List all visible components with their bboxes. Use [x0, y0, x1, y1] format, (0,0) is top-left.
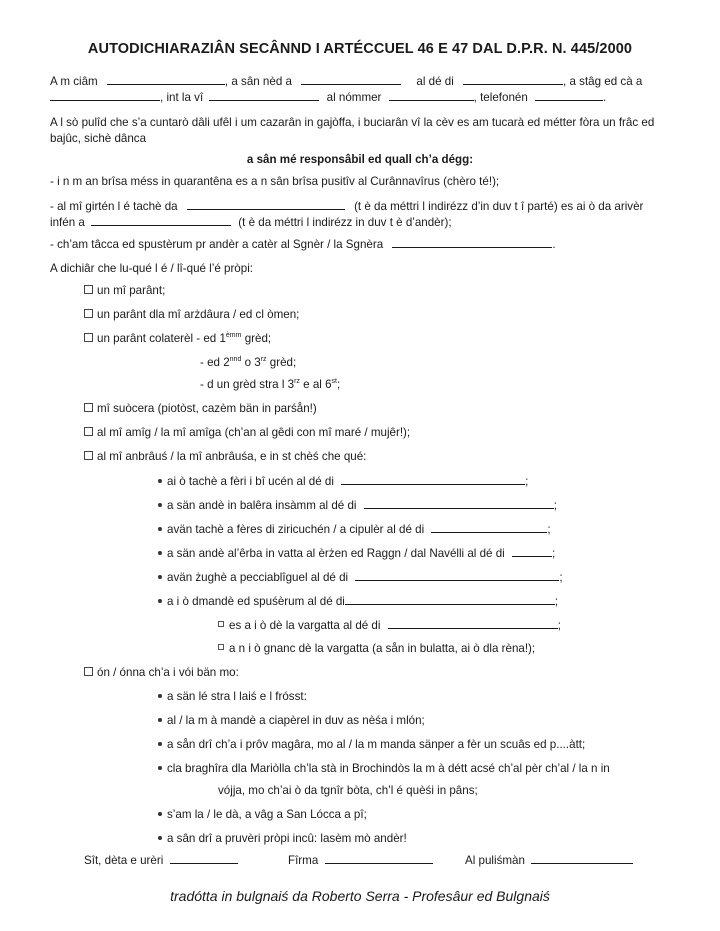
bullet-icon: [158, 742, 162, 746]
sub-item-grass: [158, 545, 555, 562]
option-label: un mî parânt;: [97, 284, 166, 297]
sub-item-label: a n i ò gnanc dè la vargatta (a sån in bulatta, ai ò dla rèna!);: [229, 642, 536, 655]
trip-to-field[interactable]: [91, 214, 231, 226]
place-date-field[interactable]: [170, 852, 238, 864]
bullet-icon: [158, 766, 162, 770]
ordinal-suffix: rz: [260, 356, 267, 363]
officer-label: Al puliśmàn: [465, 854, 525, 867]
bullet-icon: [158, 718, 162, 722]
sub-item-label: a sän lé stra l laiś e l frósst:: [167, 690, 307, 703]
trip-from-note: (t è da méttri l indirézz d’in duv t î parté) es ai ò da arivèr: [354, 200, 644, 213]
visit-person-field[interactable]: [392, 236, 552, 248]
option-friend[interactable]: [84, 425, 410, 441]
trip-from-field[interactable]: [187, 198, 345, 210]
signature-declarant: [288, 852, 433, 869]
birthplace-field[interactable]: [301, 73, 401, 85]
sub-item-label: a sân drî a pruvèri pròpi incû: lasèm mò andèr!: [167, 832, 407, 845]
semicolon: ;: [559, 571, 563, 584]
ordinal-suffix: nnd: [229, 356, 242, 363]
sub-item-crush-5: [158, 807, 367, 823]
document-title: AUTODICHIARAZIÂN SECÂNND I ARTÉCCUEL 46 E 47 DAL D.P.R. N. 445/2000: [87, 41, 633, 57]
statement-trip-line-1: [50, 198, 643, 215]
sub-item-label: cla braghîra dla Mariòlla ch’la stà in Brochindòs la m à détt acsé ch’al pèr ch’al / la n in: [167, 762, 610, 775]
option-label-degree: grèd;: [244, 332, 272, 345]
intro-name-label: A m ciâm: [50, 75, 98, 88]
sub-item-dance: [158, 497, 557, 514]
intro-number-label: al nómmer: [326, 91, 382, 104]
trip-to-note: (t è da méttri l indirézz in duv t è d’andèr);: [238, 216, 452, 229]
date-field[interactable]: [364, 497, 554, 509]
sub-item-dated: [158, 473, 528, 490]
date-field[interactable]: [345, 593, 555, 605]
warning-line-2: bajûc, sichè dânca: [50, 132, 147, 145]
sub-item-label: es a i ò dè la vargatta al dé di: [229, 619, 381, 632]
sub-item-label: al / la m à mandè a ciapèrel in duv as nèśa i mlón;: [167, 714, 425, 727]
signature-place-date: [84, 852, 238, 869]
sub-item-crush-6: [158, 831, 407, 847]
sub-item-label: avän żughè a pecciablîguel al dé di: [167, 571, 349, 584]
ordinal-suffix: èmm: [225, 332, 242, 339]
signature-label: Fîrma: [288, 854, 319, 867]
bullet-icon: [158, 551, 162, 555]
semicolon: ;: [547, 523, 551, 536]
option-label: ón / ónna ch’a i vói bän mo:: [97, 666, 239, 679]
sub-sub-item-ring: [218, 617, 561, 634]
intro-birthplace-label: , a sân nèd a: [224, 75, 292, 88]
option-collateral-relative[interactable]: [84, 331, 271, 347]
bullet-icon: [158, 812, 162, 816]
sub-item-label: a i ò dmandè ed spuśèrum al dé di: [167, 595, 345, 608]
intro-street-label: , int la vî: [160, 91, 204, 104]
bullet-icon: [158, 503, 162, 507]
bullet-icon: [158, 575, 162, 579]
bullet-icon: [158, 599, 162, 603]
responsibility-heading: a sân mé responsâbil ed quall ch’a dégg:: [246, 153, 474, 166]
checkbox-icon[interactable]: [84, 451, 93, 460]
ordinal-suffix: st: [331, 378, 337, 385]
semicolon: ;: [553, 499, 557, 512]
bullet-icon: [158, 694, 162, 698]
sub-item-crush-4: [158, 761, 610, 777]
degree-label: o 3: [244, 356, 261, 369]
street-number-field[interactable]: [389, 89, 474, 101]
sub-item-proposal: [158, 593, 558, 610]
sub-item-crush-4-cont: vójja, mo ch’ai ò da tgnîr bòta, ch’l é quèśi in pâns;: [218, 784, 478, 797]
option-label: un parânt colaterèl - ed 1: [97, 332, 226, 345]
intro-line-2: [50, 89, 606, 106]
declaration-text: A dichiâr che lu-qué l é / lî-qué l’é pròpi:: [50, 262, 254, 275]
sub-sub-item-no-ring: [218, 641, 535, 657]
trip-to-label: infén a: [50, 216, 85, 229]
translation-credit: tradótta in bulgnaiś da Roberto Serra - Profesâur ed Bulgnaiś: [170, 888, 550, 904]
statement-trip-line-2: [50, 214, 452, 231]
semicolon: ;: [554, 595, 559, 608]
trip-from-label: - al mî girtén l é tachè da: [50, 200, 178, 213]
date-field[interactable]: [341, 473, 525, 485]
option-crush[interactable]: [84, 665, 239, 681]
intro-phone-label: , telefonén: [473, 91, 528, 104]
square-bullet-icon: [218, 621, 224, 627]
birthdate-field[interactable]: [463, 73, 563, 85]
option-label: un parânt dla mî arżdâura / ed cl òmen;: [97, 308, 300, 321]
checkbox-icon[interactable]: [84, 333, 93, 342]
checkbox-icon[interactable]: [84, 309, 93, 318]
phone-field[interactable]: [535, 89, 603, 101]
date-field[interactable]: [512, 545, 552, 557]
option-spouse-relative[interactable]: [84, 307, 299, 323]
checkbox-icon[interactable]: [84, 403, 93, 412]
sub-item-crush-2: [158, 713, 425, 729]
visit-label: - ch’am tâcca ed spustèrum pr andèr a catèr al Sgnèr / la Sgnèra: [50, 238, 384, 251]
date-field[interactable]: [388, 617, 558, 629]
intro-residence-label: , a stâg ed cà a: [563, 75, 643, 88]
square-bullet-icon: [218, 644, 224, 650]
sub-item-label: ai ò tachè a fèri i bî ucén al dé di: [167, 475, 334, 488]
semicolon: ;: [551, 547, 556, 560]
officer-field[interactable]: [531, 852, 633, 864]
bullet-icon: [158, 479, 162, 483]
statement-visit: [50, 236, 556, 253]
option-partner[interactable]: [84, 449, 366, 465]
residence-city-field[interactable]: [50, 89, 160, 101]
signature-officer: [465, 852, 633, 869]
checkbox-icon[interactable]: [84, 427, 93, 436]
option-label: al mî anbrâuś / la mî anbrâuśa, e in st chèś che qué:: [97, 450, 367, 463]
degree-label: - d un grèd stra l 3: [200, 378, 295, 391]
checkbox-icon[interactable]: [84, 667, 93, 676]
sub-item-crush-3: [158, 737, 585, 753]
date-field[interactable]: [431, 521, 547, 533]
sub-item-flirt: [158, 521, 551, 538]
warning-line-1: A l sò pulîd che s’a cuntarò dâli ufêl i um cazarân in gajòffa, i buciarân vî la cèv es am tucarà ed métter fòra un frâc ed: [50, 116, 655, 129]
bullet-icon: [158, 527, 162, 531]
name-field[interactable]: [107, 73, 225, 85]
degree-label: ;: [337, 378, 341, 391]
bullet-icon: [158, 836, 162, 840]
signature-field[interactable]: [325, 852, 433, 864]
semicolon: ;: [525, 475, 529, 488]
place-date-label: Sît, dèta e urèri: [84, 854, 164, 867]
degree-label: - ed 2: [200, 356, 230, 369]
option-mother-in-law[interactable]: [84, 401, 317, 417]
sub-item-crush-1: [158, 689, 307, 705]
degree-label: e al 6: [303, 378, 332, 391]
intro-period: .: [603, 91, 607, 104]
date-field[interactable]: [355, 569, 559, 581]
semicolon: ;: [557, 619, 561, 632]
option-degree-3-6: [200, 377, 340, 393]
sub-item-game: [158, 569, 563, 586]
statement-quarantine: - i n m an brîsa méss in quarantêna es a n sân brîsa pusitîv al Curânnavîrus (chèro té!);: [50, 175, 500, 188]
degree-label: grèd;: [269, 356, 297, 369]
option-degree-2-3: [200, 355, 296, 371]
sub-item-label: a sån drî ch’a i prôv magâra, mo al / la m manda sänper a fèr un scuâs ed p....àtt;: [167, 738, 586, 751]
option-relative[interactable]: [84, 283, 165, 299]
option-label: mî suòcera (piotòst, cazèm bän in parśån!): [97, 402, 317, 415]
sub-item-label: a sän andè al’êrba in vatta al èrżen ed Raggn / dal Navélli al dé di: [167, 547, 505, 560]
street-field[interactable]: [209, 89, 319, 101]
sub-item-label: a sän andè in balêra insàmm al dé di: [167, 499, 357, 512]
visit-period: .: [552, 238, 556, 251]
sub-item-label: s’am la / le dà, a vâg a San Lócca a pî;: [167, 808, 367, 821]
checkbox-icon[interactable]: [84, 285, 93, 294]
intro-line-1: [50, 73, 668, 90]
intro-birthdate-label: al dé di: [416, 75, 454, 88]
sub-item-label: avän tachè a fères di ziricuchén / a cipulèr al dé di: [167, 523, 425, 536]
ordinal-suffix: rz: [294, 378, 300, 385]
option-label: al mî amîg / la mî amîga (ch’an al gêdi con mî maré / mujêr!);: [97, 426, 411, 439]
